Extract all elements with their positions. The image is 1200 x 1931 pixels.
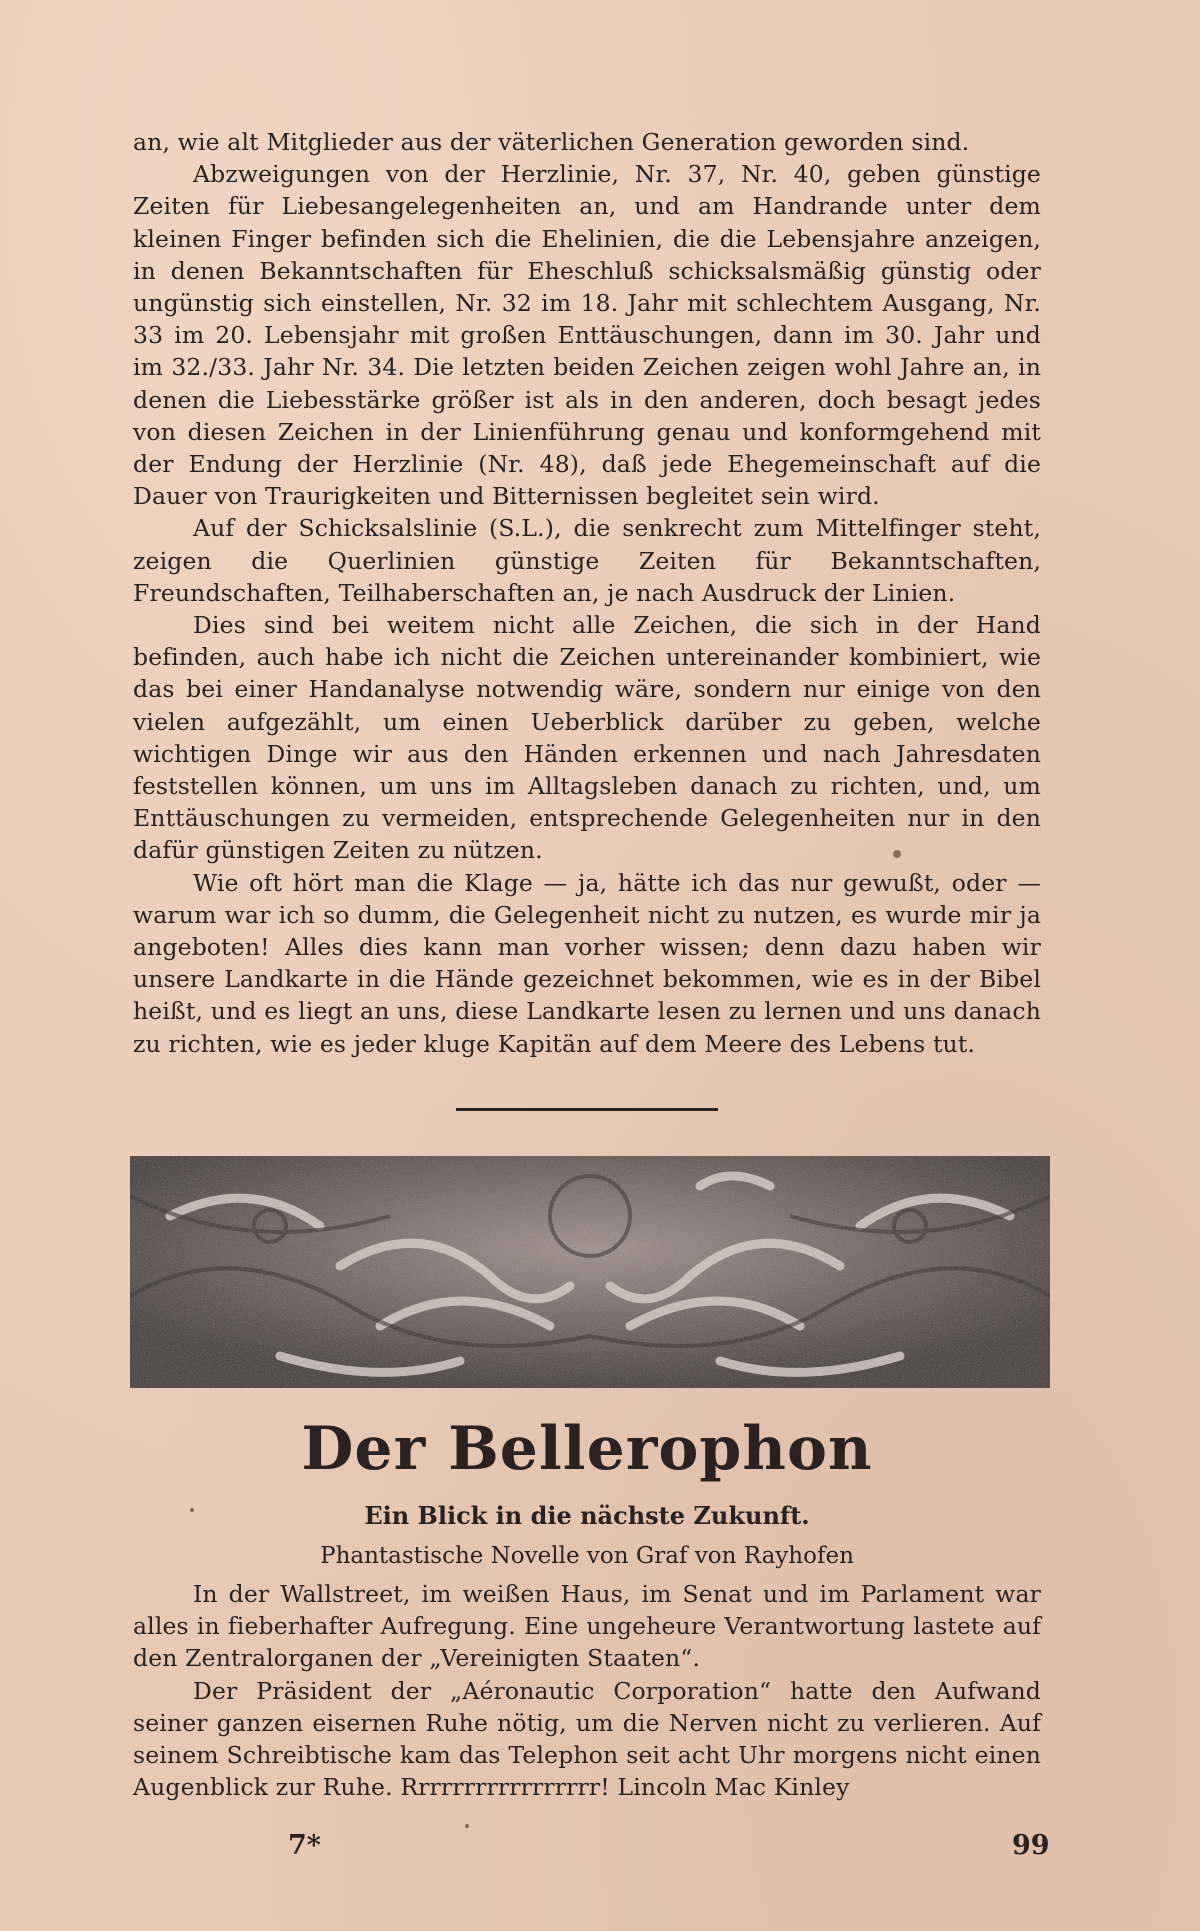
paragraph: Abzweigungen von der Herzlinie, Nr. 37, Nr. 40, geben günstige Zeiten für Liebesangelegenheiten an, und am Handrande unter dem kleinen Finger befinden sich die Ehelinien, die die Lebensjahre anzeigen, in denen Bekanntschaften für Eheschluß schicksalsmäßig günstig oder ungünstig sich einstellen, Nr. 32 im 18. Jahr mit schlechtem Ausgang, Nr. 33 im 20. Lebensjahr mit großen Enttäuschungen, dann im 30. Jahr und im 32./33. Jahr Nr. 34. Die letzten beiden Zeichen zeigen wohl Jahre an, in denen die Liebesstärke größer ist als in den anderen, doch besagt jedes von diesen Zeichen in der Linienführung genau und konformgehend mit der Endung der Herzlinie (Nr. 48), daß jede Ehegemeinschaft auf die Dauer von Traurigkeiten und Bitternissen begleitet sein wird.	[133, 160, 1041, 511]
paper-speck	[190, 1508, 194, 1512]
article-continuation	[133, 126, 1041, 1060]
page-number: 99	[1012, 1830, 1050, 1861]
header-illustration	[130, 1156, 1050, 1388]
paper-speck	[465, 1824, 469, 1828]
paragraph: an, wie alt Mitglieder aus der väterlichen Generation geworden sind.	[133, 128, 970, 156]
section-divider	[456, 1108, 718, 1111]
article-byline: Phantastische Novelle von Graf von Rayhofen	[320, 1543, 854, 1569]
article-title: Der Bellerophon	[301, 1414, 873, 1484]
sheet-signature: 7*	[288, 1830, 321, 1861]
paragraph: Dies sind bei weitem nicht alle Zeichen, die sich in der Hand befinden, auch habe ich nicht die Zeichen untereinander kombiniert, wie das bei einer Handanalyse notwendig wäre, sondern nur einige von den vielen aufgezählt, um einen Ueberblick darüber zu geben, welche wichtigen Dinge wir aus den Händen erkennen und nach Jahresdaten feststellen können, um uns im Alltagsleben danach zu richten, und, um Enttäuschungen zu vermeiden, entsprechende Gelegenheiten nur in den dafür günstigen Zeiten zu nützen.	[133, 611, 1041, 865]
paper-speck	[893, 850, 901, 858]
paragraph: Auf der Schicksalslinie (S.L.), die senkrecht zum Mittelfinger steht, zeigen die Querlinien günstige Zeiten für Bekanntschaften, Freundschaften, Teilhaberschaften an, je nach Ausdruck der Linien.	[133, 514, 1041, 607]
paragraph: Der Präsident der „Aéronautic Corporation“ hatte den Aufwand seiner ganzen eisernen Ruhe nötig, um die Nerven nicht zu verlieren. Auf seinem Schreibtische kam das Telephon seit acht Uhr morgens nicht einen Augenblick zur Ruhe. Rrrrrrrrrrrrrrrrr! Lincoln Mac Kinley	[133, 1676, 1041, 1802]
paragraph: In der Wallstreet, im weißen Haus, im Senat und im Parlament war alles in fieberhafter Aufregung. Eine ungeheure Verantwortung lastete auf den Zentralorganen der „Vereinigten Staaten“.	[133, 1580, 1041, 1673]
paragraph: Wie oft hört man die Klage — ja, hätte ich das nur gewußt, oder — warum war ich so dumm, die Gelegenheit nicht zu nutzen, es wurde mir ja angeboten! Alles dies kann man vorher wissen; denn dazu haben wir unsere Landkarte in die Hände gezeichnet bekommen, wie es in der Bibel heißt, und es liegt an uns, diese Landkarte lesen zu lernen und uns danach zu richten, wie es jeder kluge Kapitän auf dem Meere des Lebens tut.	[133, 868, 1041, 1058]
article-body	[133, 1578, 1041, 1803]
article-subtitle: Ein Blick in die nächste Zukunft.	[364, 1501, 810, 1530]
